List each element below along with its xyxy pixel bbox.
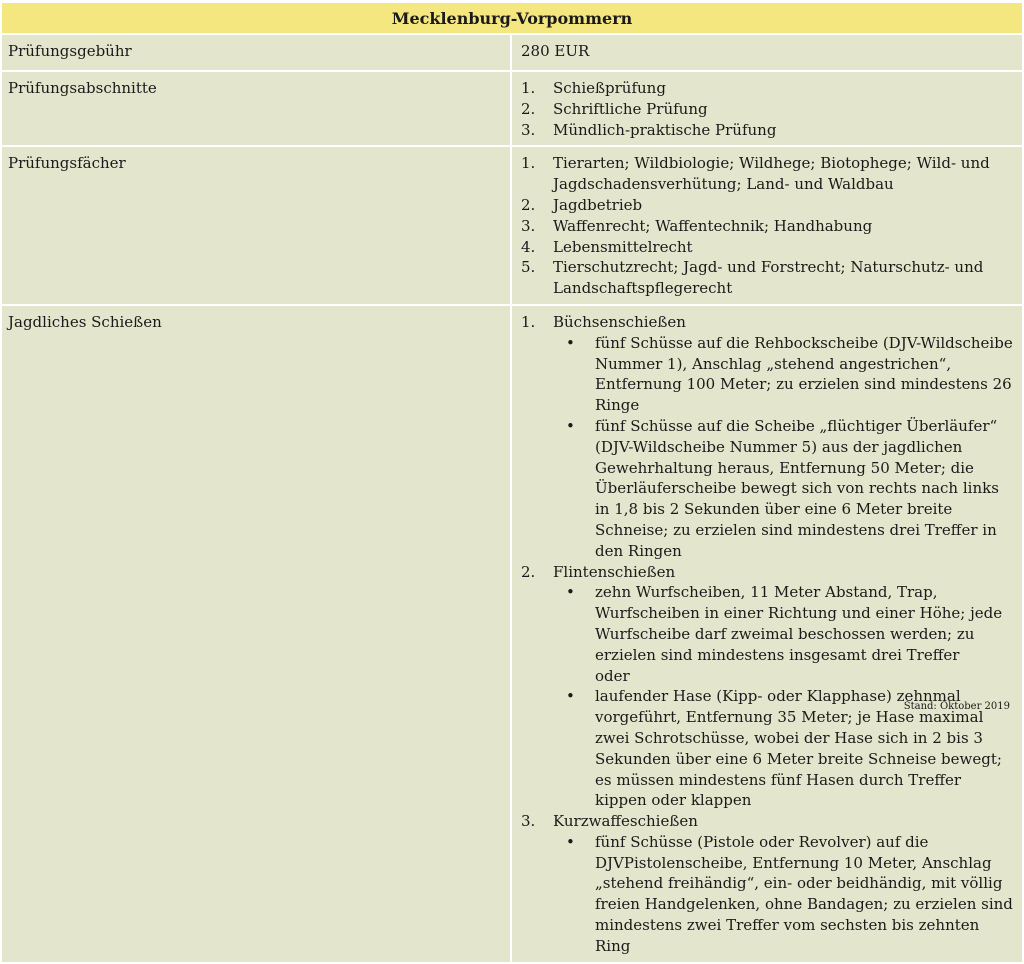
item-text: Schriftliche Prüfung: [553, 99, 708, 118]
item-number: 2.: [521, 195, 536, 214]
bullet-mark: •: [566, 416, 575, 435]
sections-label: Prüfungsabschnitte: [2, 72, 512, 145]
list-item: [521, 216, 1014, 237]
item-number: 1.: [521, 312, 536, 331]
list-item: [521, 120, 1014, 141]
sub-item-text: fünf Schüsse auf die Scheibe „flüchtiger Überläufer“ (DJV-Wildscheibe Nummer 5) aus der jagdlichen Gewehrhaltung heraus, Entfernung 50 Meter; die Überläuferscheibe bewegt sich von rechts nach links in 1,8 bis 2 Sekunden über eine 6 Meter breite Schneise; zu erzielen sind mindestens drei Treffer in den Ringen: [595, 416, 999, 560]
table-row-sections: [2, 72, 1022, 145]
bullet-mark: •: [566, 333, 575, 352]
item-number: 3.: [521, 120, 536, 139]
table-row-subjects: [2, 147, 1022, 304]
sub-item-text: zehn Wurfscheiben, 11 Meter Abstand, Trap, Wurfscheiben in einer Richtung und einer Höhe; jede Wurfscheibe darf zweimal beschossen werden; zu erzielen sind mindestens insgesamt drei Treffer: [595, 583, 1003, 664]
sub-item-text: fünf Schüsse (Pistole oder Revolver) auf die DJVPistolenscheibe, Entfernung 10 Meter, Anschlag „stehend freihändig“, ein- oder beidhändig, mit völlig freien Handgelenken, ohne Bandagen; zu erzielen sind mindestens zwei Treffer vom sechsten bis zehnten Ring: [595, 832, 1013, 955]
sub-item-body: [595, 582, 1014, 686]
list-item: [521, 195, 1014, 216]
item-number: 4.: [521, 237, 536, 256]
item-text: Kurzwaffeschießen: [553, 812, 698, 831]
item-text: Tierschutzrecht; Jagd- und Forstrecht; Naturschutz- und Landschaftspflegerecht: [553, 258, 984, 298]
item-text: Mündlich-praktische Prüfung: [553, 120, 777, 139]
list-item: [521, 312, 1014, 333]
table-title: Mecklenburg-Vorpommern: [2, 3, 1022, 33]
item-number: 1.: [521, 79, 536, 97]
list-item: [521, 99, 1014, 120]
list-item: [521, 153, 1014, 195]
bullet-mark: •: [566, 687, 575, 706]
title-row: [2, 3, 1022, 33]
item-text: Schießprüfung: [553, 79, 666, 97]
shooting-label: Jagdliches Schießen: [2, 306, 512, 962]
item-number: 2.: [521, 99, 536, 118]
list-item: [521, 237, 1014, 258]
exam-info-table: [2, 1, 1022, 964]
bullet-mark: •: [566, 583, 575, 602]
sub-list-item: [521, 832, 1014, 957]
item-text: Jagdbetrieb: [553, 195, 643, 214]
fee-value: 280 EUR: [512, 35, 1022, 70]
sub-list-item: [521, 416, 1014, 562]
item-text: Waffenrecht; Waffentechnik; Handhabung: [553, 216, 873, 235]
item-number: 3.: [521, 812, 536, 831]
table-row-fee: [2, 35, 1022, 70]
connector-text: oder: [595, 666, 630, 685]
sub-item-text: fünf Schüsse auf die Rehbockscheibe (DJV-Wildscheibe Nummer 1), Anschlag „stehend angestrichen“, Entfernung 100 Meter; zu erzielen sind mindestens 26 Ringe: [595, 333, 1013, 415]
sub-list-item: [521, 333, 1014, 416]
shooting-content: [512, 306, 1022, 962]
sections-content: [512, 72, 1022, 145]
item-number: 5.: [521, 258, 536, 277]
table-row-shooting: [2, 306, 1022, 962]
sub-item-text: laufender Hase (Kipp- oder Klapphase) zehnmal vorgeführt, Entfernung 35 Meter; je Hase maximal zwei Schrotschüsse, wobei der Hase sich in 2 bis 3 Sekunden über eine 6 Meter breite Schneise bewegt; es müssen mindestens fünf Hasen durch Treffer kippen oder klappen: [595, 687, 1002, 810]
list-item: [521, 257, 1014, 299]
item-text: Flintenschießen: [553, 562, 676, 581]
item-number: 1.: [521, 154, 536, 173]
bullet-mark: •: [566, 832, 575, 851]
list-item: [521, 811, 1014, 832]
item-number: 3.: [521, 216, 536, 235]
list-item: [521, 562, 1014, 583]
sub-list-item: [521, 582, 1014, 686]
item-text: Tierarten; Wildbiologie; Wildhege; Biotophege; Wild- und Jagdschadensverhütung; Land- und Waldbau: [553, 154, 990, 194]
list-item: [521, 78, 1014, 99]
item-number: 2.: [521, 562, 536, 581]
item-text: Büchsenschießen: [553, 312, 686, 331]
subjects-label: Prüfungsfächer: [2, 147, 512, 304]
fee-label: Prüfungsgebühr: [2, 35, 512, 70]
item-text: Lebensmittelrecht: [553, 237, 693, 256]
footer-date: Stand: Oktober 2019: [903, 701, 1010, 712]
subjects-content: [512, 147, 1022, 304]
